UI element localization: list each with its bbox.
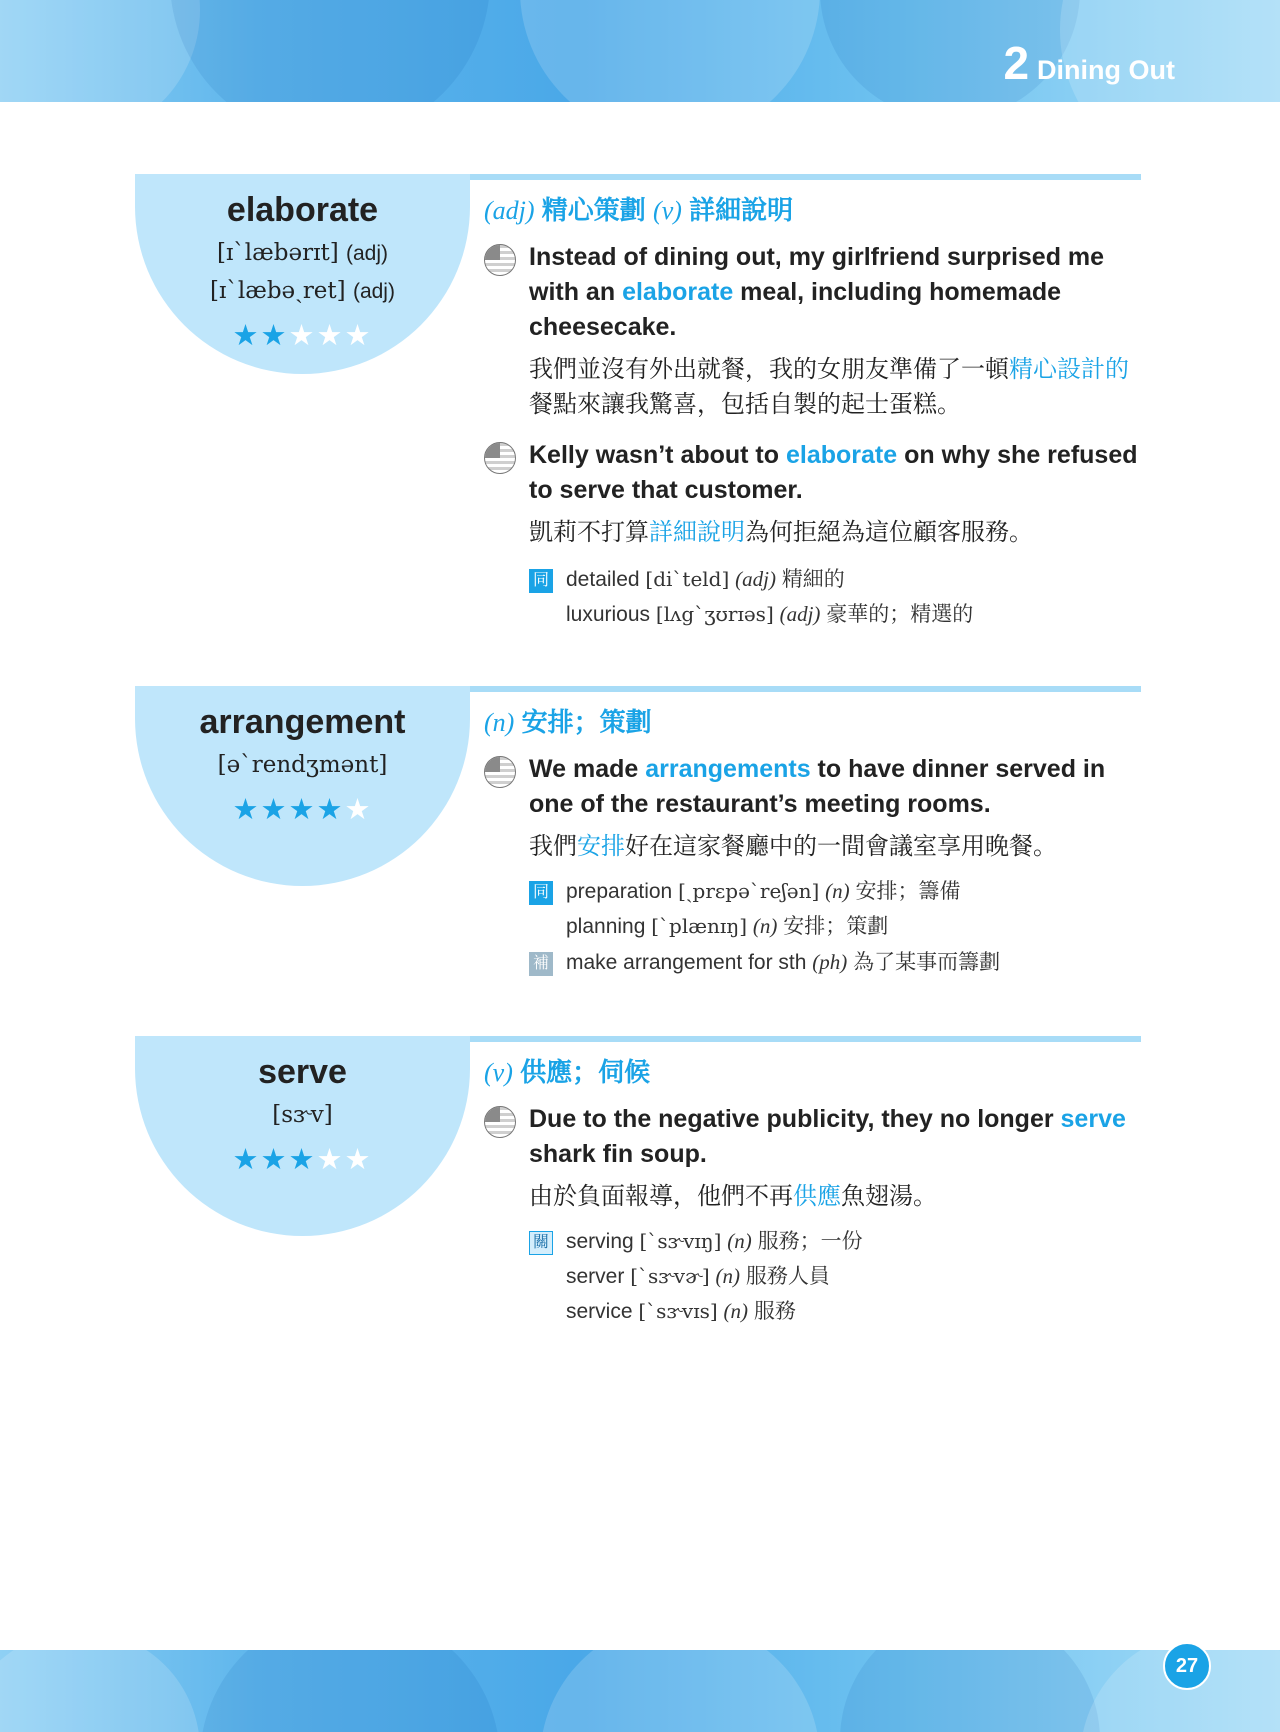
star-filled-icon: ★ — [288, 794, 317, 826]
synonym-tag: 同 — [529, 569, 553, 593]
star-empty-icon: ★ — [344, 320, 373, 352]
definition: (n) 安排；策劃 — [484, 707, 652, 737]
star-filled-icon: ★ — [260, 1144, 289, 1176]
star-empty-icon: ★ — [344, 794, 373, 826]
example-zh: 凱莉不打算詳細說明為何拒絕為這位顧客服務。 — [529, 519, 1033, 546]
us-flag-icon[interactable] — [484, 756, 516, 788]
related-word: detailed [diˋteld] (adj) 精細的 — [566, 567, 845, 591]
example-zh: 我們並沒有外出就餐，我的女朋友準備了一頓精心設計的餐點來讓我驚喜，包括自製的起士蛋糕。 — [529, 356, 1129, 418]
pronunciation: [sɝv] — [272, 1102, 333, 1128]
star-filled-icon: ★ — [232, 1144, 261, 1176]
related-word: service [ˋsɝvɪs] (n) 服務 — [566, 1299, 796, 1323]
star-empty-icon: ★ — [288, 320, 317, 352]
example-en: We made arrangements to have dinner served in one of the restaurant’s meeting rooms. — [529, 755, 1106, 818]
related-word: preparation [ˏprɛpəˋreʃən] (n) 安排；籌備 — [566, 879, 961, 903]
header-band — [0, 0, 1280, 102]
entry-rule — [470, 174, 1141, 180]
star-filled-icon: ★ — [232, 794, 261, 826]
related-word: luxurious [lʌgˋʒʊrɪəs] (adj) 豪華的；精選的 — [566, 602, 974, 626]
pronunciation: [əˋrendʒmənt] — [217, 752, 388, 778]
chapter-title: Dining Out — [1037, 55, 1175, 85]
related-word: serving [ˋsɝvɪŋ] (n) 服務；一份 — [566, 1229, 863, 1253]
related-word: planning [ˋplænɪŋ] (n) 安排；策劃 — [566, 914, 889, 938]
related-tag: 關 — [529, 1231, 553, 1255]
pronunciation: [ɪˋlæbərɪt] (adj) — [216, 240, 389, 266]
definition: (v) 供應；伺候 — [484, 1057, 651, 1087]
example-zh: 由於負面報導，他們不再供應魚翅湯。 — [529, 1183, 937, 1210]
entry-word: serve — [258, 1053, 347, 1091]
chapter-heading — [1003, 37, 1175, 89]
related-word: server [ˋsɝvɚ] (n) 服務人員 — [566, 1264, 830, 1288]
star-filled-icon: ★ — [232, 320, 261, 352]
entry-word: arrangement — [199, 703, 406, 741]
star-empty-icon: ★ — [344, 1144, 373, 1176]
star-empty-icon: ★ — [316, 1144, 345, 1176]
synonym-tag: 同 — [529, 881, 553, 905]
star-filled-icon: ★ — [316, 794, 345, 826]
supplement-tag: 補 — [529, 952, 553, 976]
difficulty-stars — [135, 1146, 470, 1175]
example-en: Kelly wasn’t about to elaborate on why she refused to serve that customer. — [529, 441, 1138, 504]
difficulty-stars — [135, 322, 470, 351]
entry-rule — [470, 686, 1141, 692]
example-en: Instead of dining out, my girlfriend surprised me with an elaborate meal, including homemade cheesecake. — [529, 243, 1105, 341]
star-filled-icon: ★ — [260, 794, 289, 826]
footer-band — [0, 1650, 1280, 1732]
us-flag-icon[interactable] — [484, 244, 516, 276]
star-filled-icon: ★ — [288, 1144, 317, 1176]
us-flag-icon[interactable] — [484, 442, 516, 474]
difficulty-stars — [135, 796, 470, 825]
star-empty-icon: ★ — [316, 320, 345, 352]
chapter-number: 2 — [1003, 37, 1030, 89]
example-zh: 我們安排好在這家餐廳中的一間會議室享用晚餐。 — [529, 833, 1057, 860]
us-flag-icon[interactable] — [484, 1106, 516, 1138]
page-number: 27 — [1163, 1642, 1211, 1690]
pronunciation: [ɪˋlæbəˏret] (adj) — [210, 278, 395, 304]
entry-rule — [470, 1036, 1141, 1042]
star-filled-icon: ★ — [260, 320, 289, 352]
definition: (adj) 精心策劃 (v) 詳細說明 — [484, 195, 794, 225]
example-en: Due to the negative publicity, they no longer serve shark fin soup. — [529, 1105, 1126, 1168]
entry-word: elaborate — [226, 191, 379, 229]
related-phrase: make arrangement for sth (ph) 為了某事而籌劃 — [566, 950, 1001, 974]
